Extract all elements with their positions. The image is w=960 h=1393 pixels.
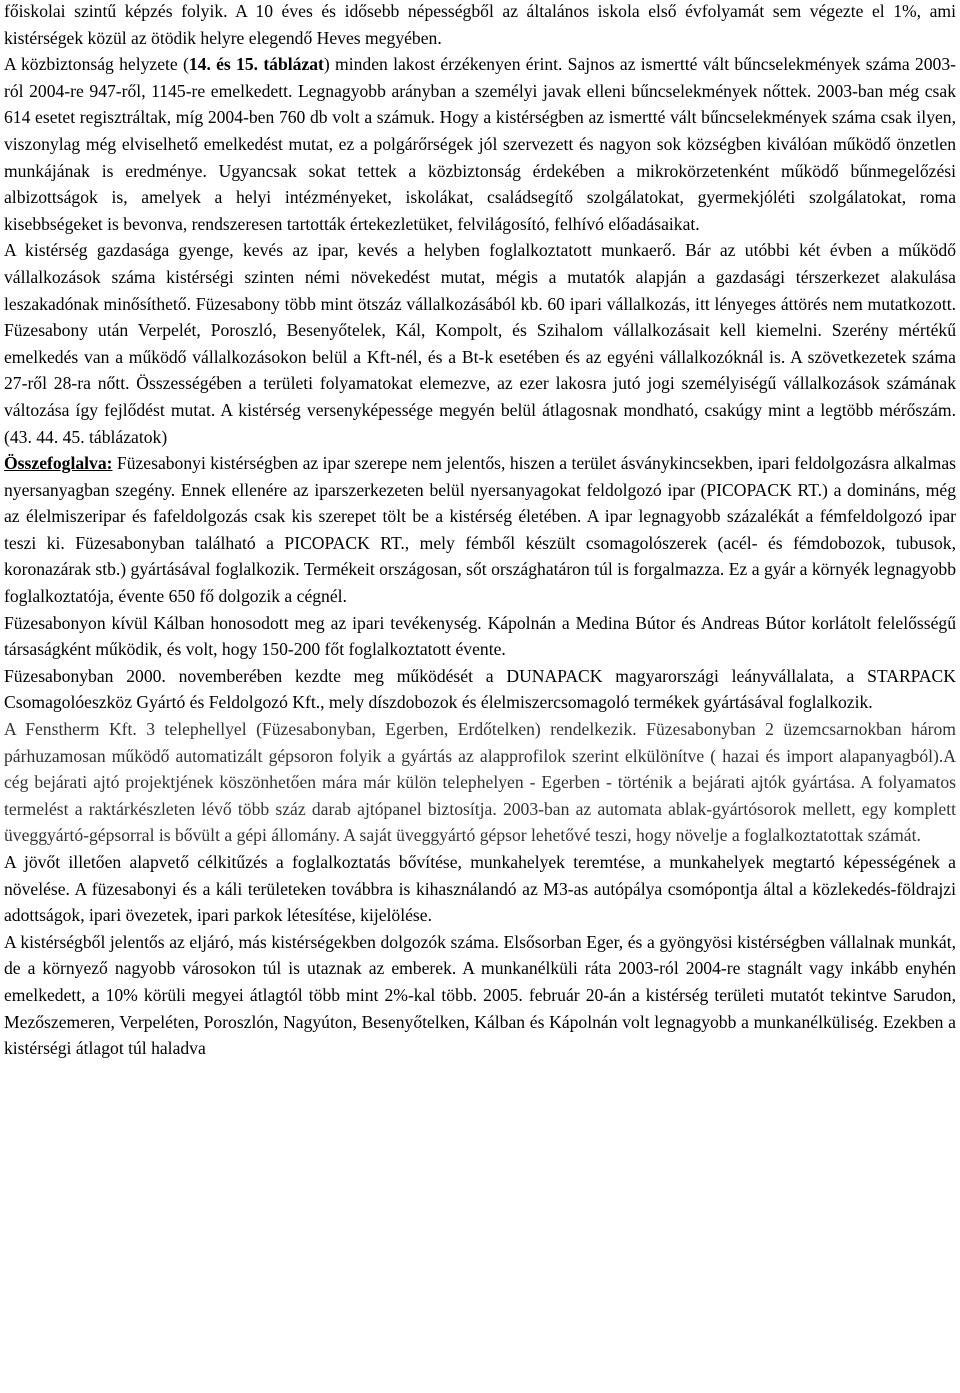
- paragraph-public-safety: [4, 51, 956, 237]
- table-reference: 14. és 15. táblázat: [188, 54, 324, 75]
- paragraph-commuting: A kistérségből jelentős az eljáró, más kistérségekben dolgozók száma. Elsősorban Eger, és a gyöngyösi kistérségben vállalnak munkát, de a környező nagyobb városokon túl is utaznak az emberek. A munkanélküli ráta 2003-ról 2004-re stagnált vagy inkább enyhén emelkedett, a 10% körüli megyei átlagtól több mint 2%-kal több. 2005. február 20-án a kistérség területi mutatót tekintve Sarudon, Mezőszemeren, Verpeléten, Poroszlón, Nagyúton, Besenyőtelken, Kálban és Kápolnán volt legnagyobb a munkanélküliség. Ezekben a kistérségi átlagot túl haladva: [4, 931, 956, 1059]
- summary-lead: Összefoglalva:: [4, 453, 113, 474]
- paragraph-economy: A kistérség gazdasága gyenge, kevés az ipar, kevés a helyben foglalkoztatott munkaerő. Bár az utóbbi két évben a működő vállalkozások száma kistérségi szinten némi növekedést mutat, mégis a mutatók alapján a gazdasági térszerkezet alakulása leszakadónak minősíthető. Füzesabony több mint ötszáz vállalkozásából kb. 60 ipari vállalkozás, itt lényeges áttörés nem mutatkozott. Füzesabony után Verpelét, Poroszló, Besenyőtelek, Kál, Kompolt, és Szihalom vállalkozásait kell kiemelni. Szerény mértékű emelkedés van a működő vállalkozásokon belül a Kft-nél, és a Bt-k esetében és az egyéni vállalkozóknál is. A szövetkezetek száma 27-ről 28-ra nőtt. Összességében a területi folyamatokat elemezve, az ezer lakosra jutó jogi személyiségű vállalkozások számának változása így fejlődést mutat. A kistérség versenyképessége megyén belül átlagosnak mondható, csakúgy mint a legtöbb mérőszám. (43. 44. 45. táblázatok): [4, 240, 956, 447]
- summary-body: Füzesabonyi kistérségben az ipar szerepe nem jelentős, hiszen a terület ásványkincsekben, ipari feldolgozásra alkalmas nyersanyagban szegény. Ennek ellenére az iparszerkezeten belül nyersanyagokat feldolgozó ipar (PICOPACK RT.) a domináns, még az élelmiszeripar és fafeldolgozás csak kis szerepet tölt be a kistérség életében. A ipar legnagyobb százalékát a fémfeldolgozó ipar teszi ki. Füzesabonyban található a PICOPACK RT., mely fémből készült csomagolószerek (acél- és fémdobozok, tubusok, koronazárak stb.) gyártásával foglalkozik. Termékeit országosan, sőt országhatáron túl is forgalmazza. Ez a gyár a környék legnagyobb foglalkoztatója, évente 650 fő dolgozik a cégnél.: [4, 453, 956, 607]
- document-page: [4, 0, 956, 1062]
- paragraph-education: főiskolai szintű képzés folyik. A 10 éves és idősebb népességből az általános iskola első évfolyamát sem végezte el 1%, ami kistérségek közül az ötödik helyre elegendő Heves megyében.: [4, 1, 956, 48]
- paragraph-fenstherm: A Fenstherm Kft. 3 telephellyel (Füzesabonyban, Egerben, Erdőtelken) rendelkezik. Füzesabonyban 2 üzemcsarnokban három párhuzamosan működő automatizált gépsoron folyik a gyártás az alapprofilok szerint elkülönítve ( hazai és import alapanyagból).A cég bejárati ajtó projektjének köszönhetően mára már külön telephelyen - Egerben - történik a bejárati ajtók gyártása. A folyamatos termelést a raktárkészleten lévő több száz darab ajtópanel biztosítja. 2003-ban az automata ablak-gyártósorok mellett, egy komplett üveggyártó-gépsorral is bővült a gépi állomány. A saját üveggyártó gépsor lehetővé teszi, hogy növelje a foglalkoztatottak számát.: [4, 719, 956, 846]
- paragraph-public-safety-body: ) minden lakost érzékenyen érint. Sajnos az ismertté vált bűncselekmények száma 2003-ról 2004-re 947-ről, 1145-re emelkedett. Legnagyobb arányban a személyi javak elleni bűncselekmények nőttek. 2003-ban még csak 614 esetet regisztráltak, míg 2004-ben 760 db volt a számuk. Hogy a kistérségben az ismertté vált bűncselekmények száma csak ilyen, viszonylag még elviselhető emelkedést mutat, ez a polgárőrségek jól szervezett és nagyon sok községben kiválóan működő önzetlen munkájának is eredménye. Ugyancsak sokat tettek a közbiztonság érdekében a mikrokörzetenként működő bűnmegelőzési albizottságok is, amelyek a helyi intézményeket, iskolákat, családsegítő szolgálatokat, gyermekjóléti szolgálatokat, roma kisebbségeket is bevonva, rendszeresen tartották értekezletüket, felvilágosító, felhívó előadásaikat.: [4, 54, 956, 234]
- paragraph-kal-industry: Füzesabonyon kívül Kálban honosodott meg az ipari tevékenység. Kápolnán a Medina Bútor és Andreas Bútor korlátolt felelősségű társaságként működik, és volt, hogy 150-200 főt foglalkoztatott évente.: [4, 612, 956, 660]
- paragraph-dunapack: Füzesabonyban 2000. novemberében kezdte meg működését a DUNAPACK magyarországi leányvállalata, a STARPACK Csomagolóeszköz Gyártó és Feldolgozó Kft., mely díszdobozok és élelmiszercsomagoló termékek gyártásával foglalkozik.: [4, 665, 956, 713]
- paragraph-summary: [4, 450, 956, 610]
- paragraph-public-safety-start: A közbiztonság helyzete (: [4, 54, 189, 75]
- paragraph-future-goals: A jövőt illetően alapvető célkitűzés a foglalkoztatás bővítése, munkahelyek teremtése, a munkahelyek megtartó képességének a növelése. A füzesabonyi és a káli területeken továbbra is kihasználandó az M3-as autópálya csomópontja által a közlekedés-földrajzi adottságok, ipari övezetek, ipari parkok létesítése, kijelölése.: [4, 852, 956, 926]
